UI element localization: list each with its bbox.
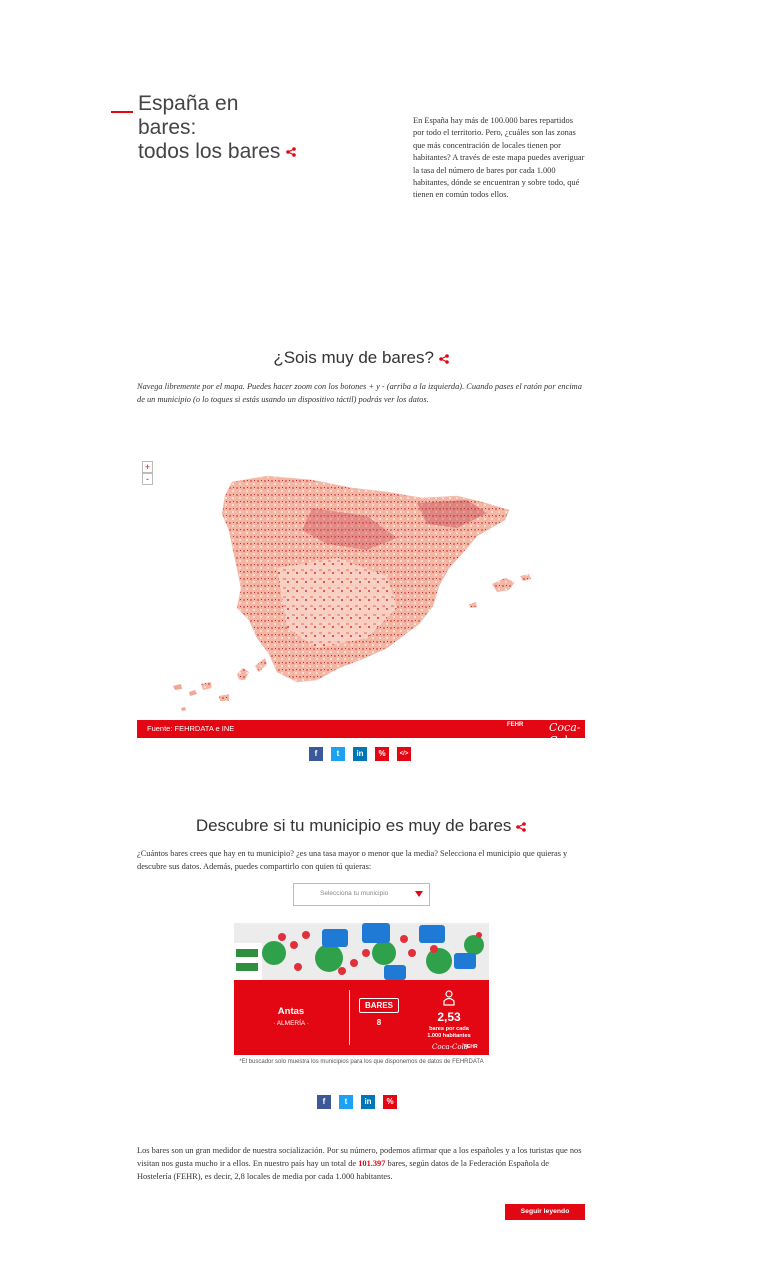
zoom-in-button[interactable]: + <box>142 461 153 473</box>
rate-value: 2,53 <box>437 1010 461 1024</box>
share-icon[interactable] <box>439 354 449 364</box>
page-title <box>138 92 378 164</box>
facebook-share-button[interactable]: f <box>317 1095 331 1109</box>
bares-count: 8 <box>376 1018 382 1027</box>
outro-text-after: bares, según datos de la Federación Española de Hostelería (FEHR), es decir, 2,8 locales de media por cada 1.000 habitantes. <box>137 1159 549 1181</box>
canary-islands[interactable] <box>173 658 267 711</box>
title-line-1: España en <box>138 92 239 115</box>
municipio-select[interactable] <box>293 883 430 906</box>
read-more-button[interactable]: Seguir leyendo <box>505 1204 585 1220</box>
source-label: Fuente: FEHRDATA e INE <box>147 724 235 733</box>
coca-cola-logo: Coca-Cola <box>549 721 581 747</box>
municipio-section-title-text: Descubre si tu municipio es muy de bares <box>195 816 512 835</box>
bares-sign: BARES <box>359 998 399 1013</box>
copy-link-button[interactable]: % <box>383 1095 397 1109</box>
outro-text-before: Los bares son un gran medidor de nuestra socialización. Por su número, podemos afirmar que a los españoles y a los turistas que nos visitan nos gusta mucho ir a ellos. En nuestro país hay un total de <box>137 1146 582 1168</box>
flower-pots-photo <box>234 923 489 980</box>
linkedin-share-button[interactable]: in <box>361 1095 375 1109</box>
title-accent-rule <box>111 111 133 113</box>
municipio-result-card <box>234 923 489 1055</box>
copy-link-button[interactable]: % <box>375 747 389 761</box>
spain-bars-map[interactable] <box>137 458 585 720</box>
twitter-share-button[interactable]: t <box>331 747 345 761</box>
municipio-select-placeholder: Selecciona tu municipio <box>320 890 389 897</box>
person-icon <box>442 990 456 1006</box>
intro-paragraph: En España hay más de 100.000 bares repartidos por todo el territorio. Pero, ¿cuáles son las zonas que más concentración de locales tienen por habitantes? A través de este mapa puedes averiguar la tasa del número de bares por cada 1.000 habitantes, dónde se encuentran y sobre todo, qué tienen en común todos ellos. <box>413 116 585 200</box>
rate-label-line1: bares por cada <box>429 1026 469 1032</box>
card-fehr-logo: FEHR <box>464 1044 478 1050</box>
map-instructions: Navega libremente por el mapa. Puedes hacer zoom con los botones + y - (arriba a la izquierda). Cuando pases el ratón por encima de un municipio (o lo toques si estás usando un dispositivo táctil) podrás ver los datos. <box>137 382 582 404</box>
embed-code-button[interactable]: </> <box>397 747 411 761</box>
total-bars-highlight: 101.397 <box>358 1159 386 1168</box>
card-share-row <box>317 1095 397 1109</box>
choropleth-map[interactable] <box>137 458 585 720</box>
rate-label-line2: 1.000 habitantes <box>427 1033 471 1039</box>
search-footnote: *El buscador solo muestra los municipios para los que disponemos de datos de FEHRDATA <box>239 1059 484 1065</box>
map-section-title-text: ¿Sois muy de bares? <box>273 348 434 367</box>
map-source-bar <box>137 720 585 747</box>
card-divider <box>349 990 350 1045</box>
balearic-islands[interactable] <box>492 578 515 592</box>
town-name: Antas <box>277 1006 305 1017</box>
municipio-description: ¿Cuántos bares crees que hay en tu municipio? ¿es una tasa mayor o menor que la media? Selecciona el municipio que quieras y descubre sus datos. Además, puedes compartirlo con quien tú quieras: <box>137 849 568 871</box>
fehr-logo: FEHR <box>507 722 524 728</box>
result-panel <box>234 980 489 1055</box>
province-name: · ALMERÍA · <box>273 1020 309 1027</box>
title-line-2: bares: <box>138 116 197 139</box>
facebook-share-button[interactable]: f <box>309 747 323 761</box>
share-icon[interactable] <box>516 822 526 832</box>
municipio-section-title <box>137 816 585 836</box>
twitter-share-button[interactable]: t <box>339 1095 353 1109</box>
map-section-title <box>137 348 585 368</box>
card-coca-cola-logo: Coca-Cola <box>432 1043 469 1051</box>
outro-paragraph <box>137 1144 585 1183</box>
dropdown-arrow-icon <box>415 891 423 897</box>
map-share-row <box>309 747 411 761</box>
share-icon[interactable] <box>286 147 296 157</box>
title-line-3: todos los bares <box>138 140 281 163</box>
linkedin-share-button[interactable]: in <box>353 747 367 761</box>
zoom-out-button[interactable]: - <box>142 473 153 485</box>
